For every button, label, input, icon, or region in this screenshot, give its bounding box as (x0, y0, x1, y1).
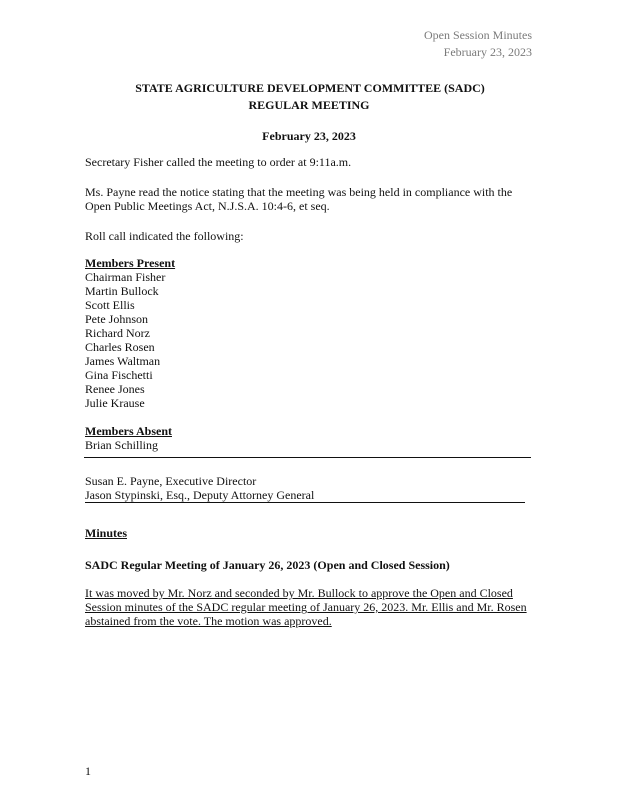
header-session-label: Open Session Minutes (424, 28, 532, 42)
roll-call-paragraph (85, 229, 540, 243)
call-to-order-text: Secretary Fisher called the meeting to order at 9:11a.m. (85, 155, 352, 169)
title-committee: STATE AGRICULTURE DEVELOPMENT COMMITTEE (SADC) (135, 81, 485, 95)
staff-executive-director: Susan E. Payne, Executive Director (85, 474, 257, 488)
motion-paragraph (85, 586, 540, 628)
list-item: Brian Schilling (85, 438, 158, 452)
members-present-section (85, 256, 540, 410)
minutes-heading (85, 526, 540, 540)
list-item: Richard Norz (85, 326, 150, 340)
list-item: Chairman Fisher (85, 270, 166, 284)
meeting-date: February 23, 2023 (262, 129, 356, 143)
notice-paragraph (85, 185, 540, 213)
minutes-subheading-text: SADC Regular Meeting of January 26, 2023 (Open and Closed Session) (85, 558, 450, 572)
title-meeting-type: REGULAR MEETING (248, 98, 370, 112)
list-item: Pete Johnson (85, 312, 148, 326)
members-present-heading: Members Present (85, 256, 176, 270)
document-title (0, 80, 618, 114)
list-item: Julie Krause (85, 396, 145, 410)
running-header (424, 27, 532, 61)
minutes-heading-text: Minutes (85, 526, 127, 540)
notice-line-2: Open Public Meetings Act, N.J.S.A. 10:4-6, et seq. (85, 199, 330, 213)
list-item: Gina Fischetti (85, 368, 153, 382)
members-absent-heading: Members Absent (85, 424, 172, 438)
members-present-list (85, 270, 540, 410)
list-item: Martin Bullock (85, 284, 159, 298)
motion-line-3: abstained from the vote. The motion was approved. (85, 614, 332, 628)
motion-line-2: Session minutes of the SADC regular meeting of January 26, 2023. Mr. Ellis and Mr. Rosen (85, 600, 527, 614)
minutes-subheading (85, 558, 540, 572)
members-absent-section (85, 424, 540, 452)
call-to-order-paragraph (85, 155, 540, 169)
header-date: February 23, 2023 (443, 45, 532, 59)
roll-call-text: Roll call indicated the following: (85, 229, 244, 243)
section-divider (84, 457, 531, 458)
list-item: Renee Jones (85, 382, 145, 396)
motion-line-1: It was moved by Mr. Norz and seconded by Mr. Bullock to approve the Open and Closed (85, 586, 513, 600)
list-item: Scott Ellis (85, 298, 135, 312)
list-item: Charles Rosen (85, 340, 155, 354)
staff-section (85, 474, 540, 503)
list-item: James Waltman (85, 354, 161, 368)
notice-line-1: Ms. Payne read the notice stating that the meeting was being held in compliance with the (85, 185, 513, 199)
staff-deputy-attorney-general: Jason Stypinski, Esq., Deputy Attorney General (85, 488, 525, 503)
page-number: 1 (85, 764, 91, 778)
